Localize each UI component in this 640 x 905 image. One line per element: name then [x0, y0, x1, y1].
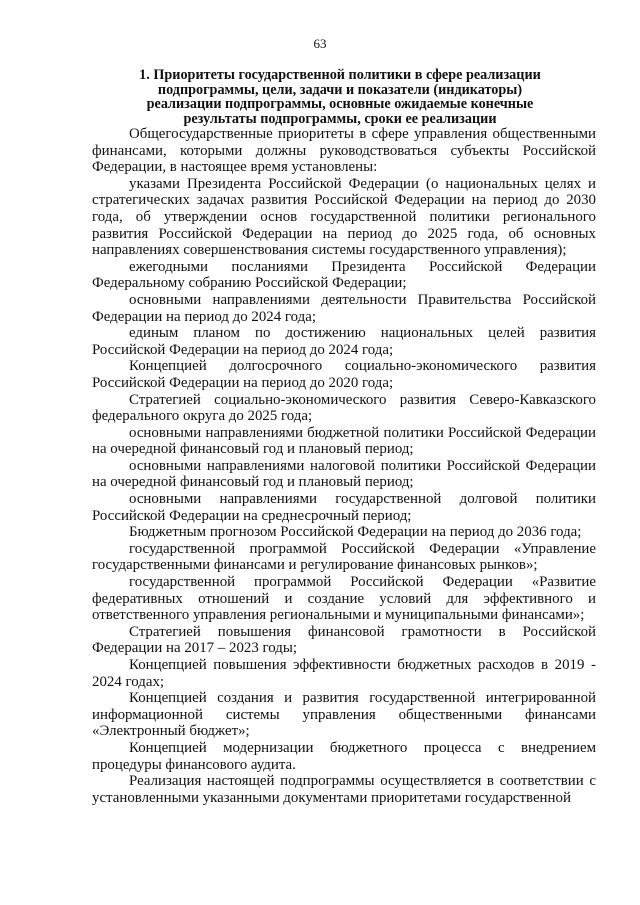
page-number: 63 — [313, 36, 327, 51]
list-item-tax-policy: основными направлениями налоговой политики Российской Федерации на очередной финансовый год и плановый период; — [92, 457, 596, 491]
closing-paragraph: Реализация настоящей подпрограммы осуществляется в соответствии с установленными указанными документами приоритетами государственной — [92, 773, 596, 806]
section-heading-line: реализации подпрограммы, основные ожидаемые конечные — [146, 96, 534, 112]
list-item-budget-forecast: Бюджетным прогнозом Российской Федерации на период до 2036 года; — [129, 524, 582, 541]
list-item-budget-process-concept: Концепцией модернизации бюджетного процесса с внедрением процедуры финансового аудита. — [92, 739, 596, 773]
list-item-state-program-finance: государственной программой Российской Федерации «Управление государственными финансами и регулирование финансовых рынков»; — [92, 540, 596, 574]
list-item-debt-policy: основными направлениями государственной долговой политики Российской Федерации на среднесрочный период; — [92, 491, 596, 524]
list-item-government-guidelines: основными направлениями деятельности Правительства Российской Федерации на период до 2024 года; — [92, 291, 596, 325]
body-text — [92, 126, 596, 806]
section-heading-line: 1. Приоритеты государственной политики в сфере реализации — [139, 67, 541, 83]
intro-paragraph: Общегосударственные приоритеты в сфере управления общественными финансами, которыми должны руководствоваться субъекты Российской Федерации, в настоящее время установлены: — [92, 126, 596, 176]
list-item-electronic-budget-concept: Концепцией создания и развития государственной интегрированной информационной системы управления общественными финансами «Электронный бюджет»; — [92, 690, 596, 740]
list-item-presidential-addresses: ежегодными посланиями Президента Российской Федерации Федеральному собранию Российской Федерации; — [92, 258, 596, 292]
section-heading-line: результаты подпрограммы, сроки ее реализации — [183, 110, 497, 127]
list-item-north-caucasus-strategy: Стратегией социально-экономического развития Северо-Кавказского федерального округа до 2025 года; — [92, 391, 596, 425]
list-item-spending-efficiency-concept: Концепцией повышения эффективности бюджетных расходов в 2019 - 2024 годах; — [92, 657, 596, 690]
list-item-long-term-concept: Концепцией долгосрочного социально-экономического развития Российской Федерации на период до 2020 года; — [92, 358, 596, 391]
list-item-financial-literacy-strategy: Стратегией повышения финансовой грамотности в Российской Федерации на 2017 – 2023 годы; — [92, 623, 596, 657]
list-item-budget-policy: основными направлениями бюджетной политики Российской Федерации на очередной финансовый год и плановый период; — [92, 424, 596, 458]
section-heading — [92, 68, 588, 126]
list-item-state-program-federal-relations: государственной программой Российской Федерации «Развитие федеративных отношений и создание условий для эффективного и ответственного управления региональными и муниципальными финансами»; — [92, 574, 596, 624]
list-item-presidential-decrees: указами Президента Российской Федерации (о национальных целях и стратегических задачах развития Российской Федерации на период до 2030 года, об утверждении основ государственной политики регионального развития Российской Федерации на период до 2025 года, об основных направлениях совершенствования системы государственного управления); — [92, 175, 596, 259]
section-heading-line: подпрограммы, цели, задачи и показатели (индикаторы) — [157, 81, 523, 98]
list-item-unified-plan: единым планом по достижению национальных целей развития Российской Федерации на период до 2024 года; — [92, 325, 596, 358]
